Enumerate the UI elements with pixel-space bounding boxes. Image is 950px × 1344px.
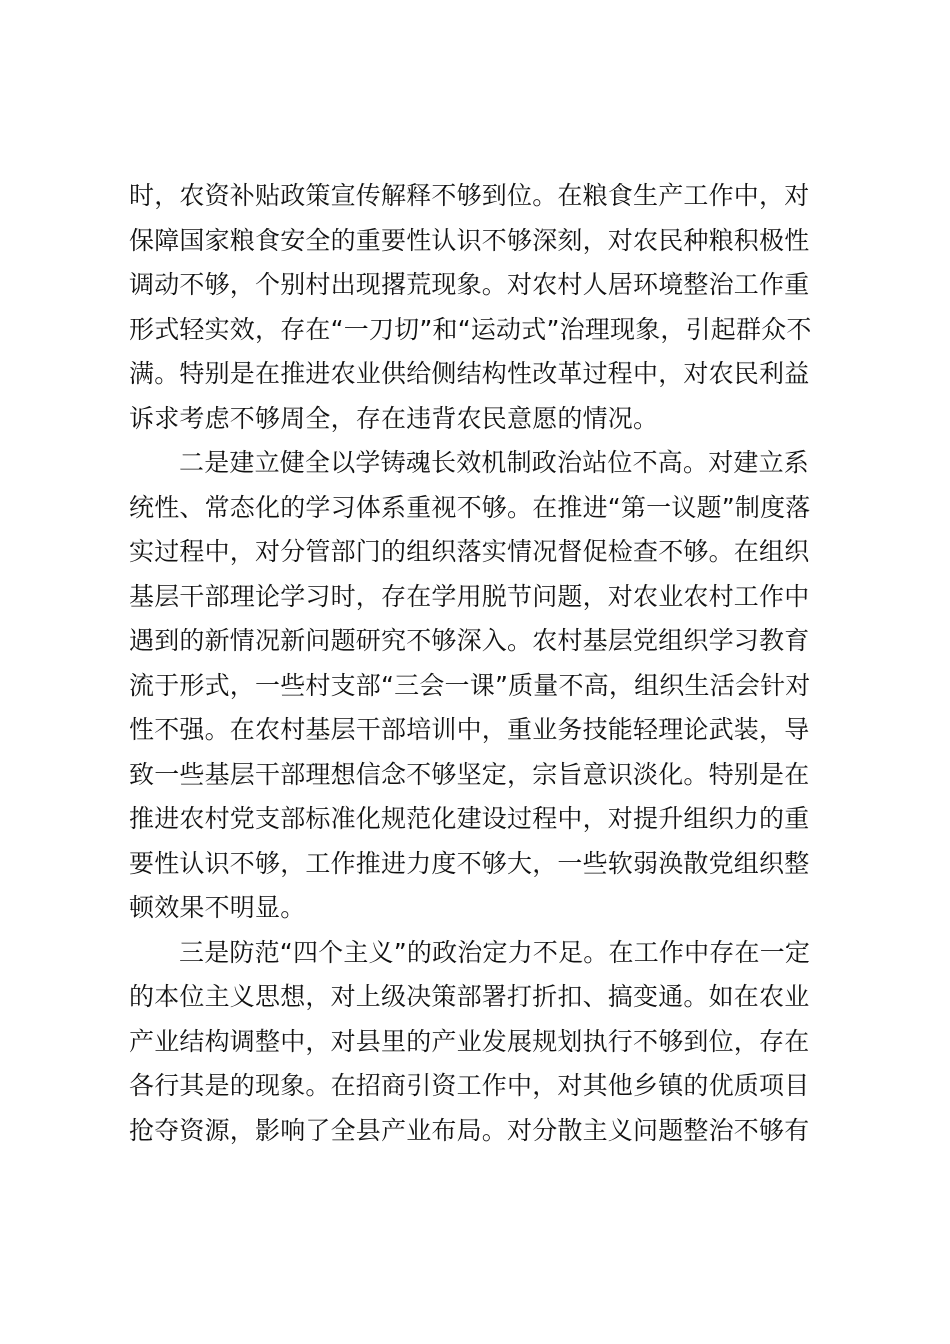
paragraph-line: 实过程中，对分管部门的组织落实情况督促检查不够。在组织	[129, 537, 810, 566]
paragraph-line: 致一些基层干部理想信念不够坚定，宗旨意识淡化。特别是在	[129, 759, 810, 789]
paragraph-line: 遇到的新情况新问题研究不够深入。农村基层党组织学习教育	[129, 626, 810, 655]
paragraph-line: 产业结构调整中，对县里的产业发展规划执行不够到位，存在	[129, 1026, 810, 1056]
document-body	[129, 174, 829, 1153]
paragraph-line: 推进农村党支部标准化规范化建设过程中，对提升组织力的重	[129, 804, 810, 833]
paragraph-line: 保障国家粮食安全的重要性认识不够深刻，对农民种粮积极性	[129, 225, 810, 255]
paragraph-1	[129, 174, 829, 441]
paragraph-line: 时，农资补贴政策宣传解释不够到位。在粮食生产工作中，对	[129, 181, 810, 210]
paragraph-line: 调动不够，个别村出现撂荒现象。对农村人居环境整治工作重	[129, 270, 810, 299]
paragraph-line: 各行其是的现象。在招商引资工作中，对其他乡镇的优质项目	[129, 1071, 810, 1100]
paragraph-line: 的本位主义思想，对上级决策部署打折扣、搞变通。如在农业	[129, 982, 810, 1011]
paragraph-line: 统性、常态化的学习体系重视不够。在推进“第一议题”制度落	[129, 492, 811, 522]
paragraph-line: 要性认识不够，工作推进力度不够大，一些软弱涣散党组织整	[129, 848, 810, 878]
paragraph-line: 基层干部理论学习时，存在学用脱节问题，对农业农村工作中	[129, 581, 810, 611]
paragraph-line: 满。特别是在推进农业供给侧结构性改革过程中，对农民利益	[129, 359, 810, 388]
paragraph-line: 形式轻实效，存在“一刀切”和“运动式”治理现象，引起群众不	[129, 314, 812, 344]
paragraph-line: 三是防范“四个主义”的政治定力不足。在工作中存在一定	[179, 937, 811, 967]
paragraph-line: 诉求考虑不够周全，存在违背农民意愿的情况。	[129, 403, 659, 433]
paragraph-2	[129, 441, 829, 931]
paragraph-line: 性不强。在农村基层干部培训中，重业务技能轻理论武装，导	[129, 715, 810, 744]
paragraph-line: 二是建立健全以学铸魂长效机制政治站位不高。对建立系	[179, 448, 810, 477]
paragraph-line: 流于形式，一些村支部“三会一课”质量不高，组织生活会针对	[129, 670, 811, 700]
paragraph-3	[129, 931, 829, 1154]
paragraph-line: 抢夺资源，影响了全县产业布局。对分散主义问题整治不够有	[129, 1115, 810, 1145]
paragraph-line: 顿效果不明显。	[129, 893, 306, 922]
